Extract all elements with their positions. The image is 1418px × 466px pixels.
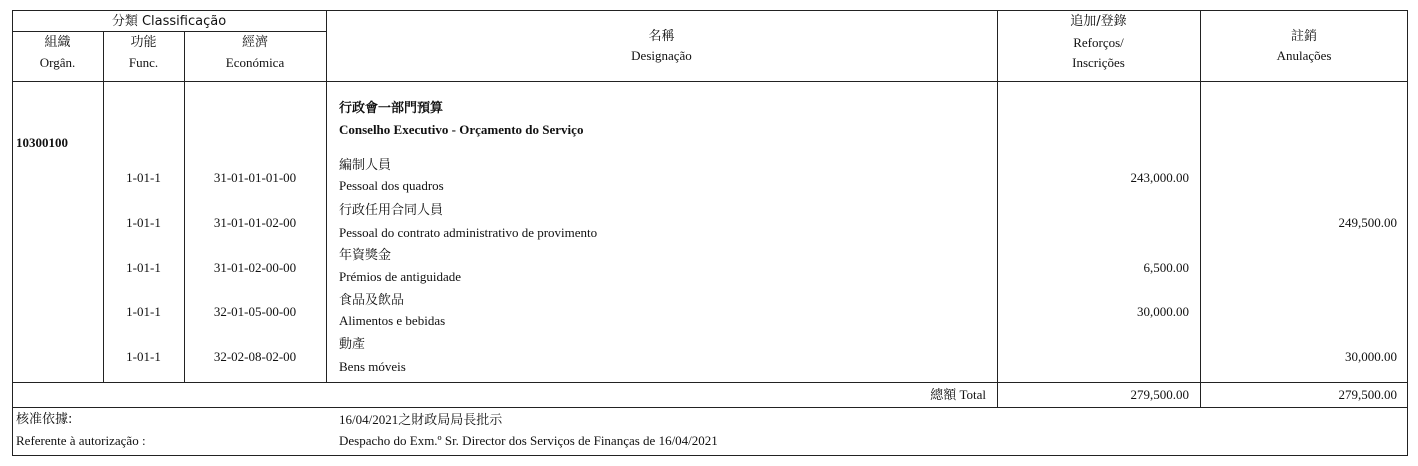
total-reinforce: 279,500.00 — [1130, 387, 1189, 402]
authorization-label-pt: Referente à autorização : — [16, 433, 146, 448]
classification-heading: 分類 Classificação — [111, 14, 227, 29]
func-code: 1-01-1 — [126, 215, 161, 230]
econ-code: 31-01-02-00-00 — [213, 260, 297, 275]
econ-code: 31-01-01-02-00 — [213, 215, 297, 230]
authorization-label-zh: 核准依據: — [16, 412, 73, 427]
col-divider-organ — [103, 31, 104, 383]
cancel-heading-zh: 註銷 — [1290, 29, 1317, 44]
reinforce-heading-zh: 追加/登錄 — [1070, 14, 1127, 29]
classification-divider — [12, 31, 326, 32]
item-name-zh: 年資獎金 — [339, 248, 392, 263]
total-cancel: 279,500.00 — [1338, 387, 1397, 402]
item-name-zh: 行政任用合同人員 — [339, 203, 444, 218]
authorization-text-pt: Despacho do Exm.º Sr. Director dos Serviços de Finanças de 16/04/2021 — [339, 433, 718, 448]
func-heading-pt: Func. — [128, 55, 159, 70]
reinforce-heading-pt2: Inscrições — [1072, 55, 1125, 70]
func-code: 1-01-1 — [126, 260, 161, 275]
authorization-text-zh: 16/04/2021之財政局局長批示 — [339, 412, 503, 427]
cancel-heading-pt: Anulações — [1276, 48, 1332, 63]
reinforce-amount: 30,000.00 — [1137, 304, 1189, 319]
item-name-pt: Pessoal do contrato administrativo de provimento — [339, 225, 598, 240]
organ-heading-zh: 組織 — [44, 35, 71, 50]
header-divider — [12, 81, 1408, 82]
item-name-zh: 編制人員 — [339, 158, 392, 173]
total-label: 總額 Total — [930, 387, 986, 403]
cancel-amount: 30,000.00 — [1345, 349, 1397, 364]
item-name-zh: 動產 — [339, 337, 366, 352]
section-title-zh: 行政會一部門預算 — [339, 101, 444, 116]
reinforce-amount: 243,000.00 — [1130, 170, 1189, 185]
func-heading-zh: 功能 — [130, 35, 157, 50]
func-code: 1-01-1 — [126, 170, 161, 185]
reinforce-heading-pt1: Reforços/ — [1073, 35, 1124, 50]
col-divider-func — [184, 31, 185, 383]
func-code: 1-01-1 — [126, 349, 161, 364]
econ-code: 32-01-05-00-00 — [213, 304, 297, 319]
econ-code: 31-01-01-01-00 — [213, 170, 297, 185]
item-name-pt: Bens móveis — [339, 359, 406, 374]
organ-code: 10300100 — [16, 135, 68, 150]
reinforce-amount: 6,500.00 — [1143, 260, 1189, 275]
item-name-pt: Alimentos e bebidas — [339, 313, 446, 328]
econ-code: 32-02-08-02-00 — [213, 349, 297, 364]
econ-heading-zh: 經濟 — [241, 35, 268, 50]
designation-heading-pt: Designação — [631, 48, 692, 63]
designation-heading-zh: 名稱 — [648, 29, 675, 44]
cancel-amount: 249,500.00 — [1338, 215, 1397, 230]
budget-table — [12, 10, 1408, 456]
func-code: 1-01-1 — [126, 304, 161, 319]
econ-heading-pt: Económica — [225, 55, 285, 70]
item-name-zh: 食品及飲品 — [339, 293, 405, 308]
item-name-pt: Prémios de antiguidade — [339, 269, 462, 284]
section-title-pt: Conselho Executivo - Orçamento do Serviço — [339, 122, 584, 137]
organ-heading-pt: Orgân. — [39, 55, 76, 70]
col-divider-econ — [326, 10, 327, 383]
item-name-pt: Pessoal dos quadros — [339, 178, 444, 193]
